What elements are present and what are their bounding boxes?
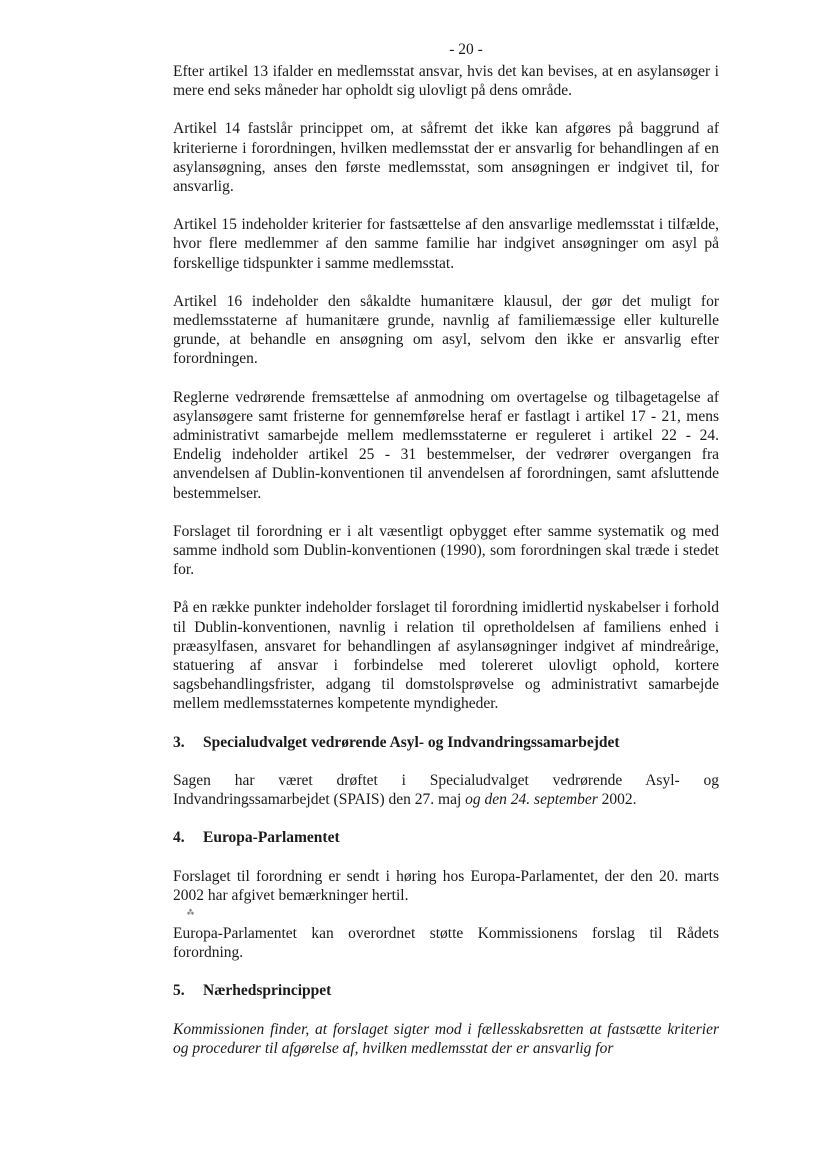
text-run: Sagen har været drøftet i Specialudvalget vedrørende Asyl- og Indvandringssamarbejdet (SPAIS) den 27. maj <box>173 771 719 809</box>
stray-mark: ⁂ <box>187 908 194 917</box>
paragraph-article-13: Efter artikel 13 ifalder en medlemsstat ansvar, hvis det kan bevises, at en asylansøger i mere end seks måneder har opholdt sig ulovligt på dens område. <box>173 63 719 100</box>
paragraph-article-15: Artikel 15 indeholder kriterier for fastsættelse af den ansvarlige medlemsstat i tilfælde, hvor flere medlemmer af den samme familie har indgivet ansøgninger om asyl på forskellige tidspunkter i samme medlemsstat. <box>173 216 719 272</box>
section-number: 4. <box>173 829 185 847</box>
paragraph-article-14: Artikel 14 fastslår princippet om, at såfremt det ikke kan afgøres på baggrund af kriterierne i forordningen, hvilken medlemsstat der er ansvarlig for behandlingen af en asylansøgning, anses den første medlemsstat, som ansøgningen er indgivet til, for ansvarlig. <box>173 120 719 196</box>
italic-run: og den 24. september <box>465 791 598 809</box>
paragraph-spais <box>173 771 719 809</box>
paragraph-innovations: På en række punkter indeholder forslaget til forordning imidlertid nyskabelser i forhold til Dublin-konventionen, navnlig i relation til opretholdelsen af familiens enhed i præasylfasen, ansvaret for behandlingen af asylansøgninger indgivet af mindreårige, statuering af ansvar i forbindelse med tolereret ulovligt ophold, kortere sagsbehandlingsfrister, adgang til domstolsprøvelse og administrativt samarbejde mellem medlemsstaternes kompetente myndigheder. <box>173 599 719 713</box>
document-body <box>173 62 719 1077</box>
section-title: Europa-Parlamentet <box>203 829 340 847</box>
paragraph-article-16: Artikel 16 indeholder den såkaldte humanitære klausul, der gør det muligt for medlemsstaterne af humanitære grunde, navnlig af familiemæssige eller kulturelle grunde, at behandle en ansøgning om asyl, selvom den ikke er ansvarlig efter forordningen. <box>173 292 719 368</box>
section-heading-3 <box>173 733 719 752</box>
paragraph-subsidiarity: Kommissionen finder, at forslaget sigter mod i fællesskabsretten at fastsætte kriterier og procedurer til afgørelse af, hvilken medlemsstat der er ansvarlig for <box>173 1020 719 1057</box>
paragraph-hearing: Forslaget til forordning er sendt i høring hos Europa-Parlamentet, der den 20. marts 2002 har afgivet bemærkninger hertil. <box>173 867 719 904</box>
section-number: 3. <box>173 733 185 751</box>
section-heading-4 <box>173 828 719 847</box>
section-number: 5. <box>173 982 185 1000</box>
section-title: Nærhedsprincippet <box>203 982 332 1000</box>
section-title: Specialudvalget vedrørende Asyl- og Indvandringssamarbejdet <box>203 733 620 751</box>
paragraph-article-17-31: Reglerne vedrørende fremsættelse af anmodning om overtagelse og tilbagetagelse af asylansøgere samt fristerne for gennemførelse heraf er fastlagt i artikel 17 - 21, mens administrativt samarbejde mellem medlemsstaterne er reguleret i artikel 22 - 24. Endelig indeholder artikel 25 - 31 bestemmelser, der vedrører overgangen fra anvendelsen af Dublin-konventionen til anvendelsen af forordningen, samt afsluttende bestemmelser. <box>173 388 719 502</box>
text-run: 2002. <box>597 791 637 809</box>
paragraph-parliament-support: Europa-Parlamentet kan overordnet støtte Kommissionens forslag til Rådets forordning. <box>173 924 719 962</box>
paragraph-systematics: Forslaget til forordning er i alt væsentligt opbygget efter samme systematik og med samme indhold som Dublin-konventionen (1990), som forordningen skal træde i stedet for. <box>173 522 719 579</box>
page-number: - 20 - <box>449 41 483 58</box>
section-heading-5 <box>173 981 719 1000</box>
